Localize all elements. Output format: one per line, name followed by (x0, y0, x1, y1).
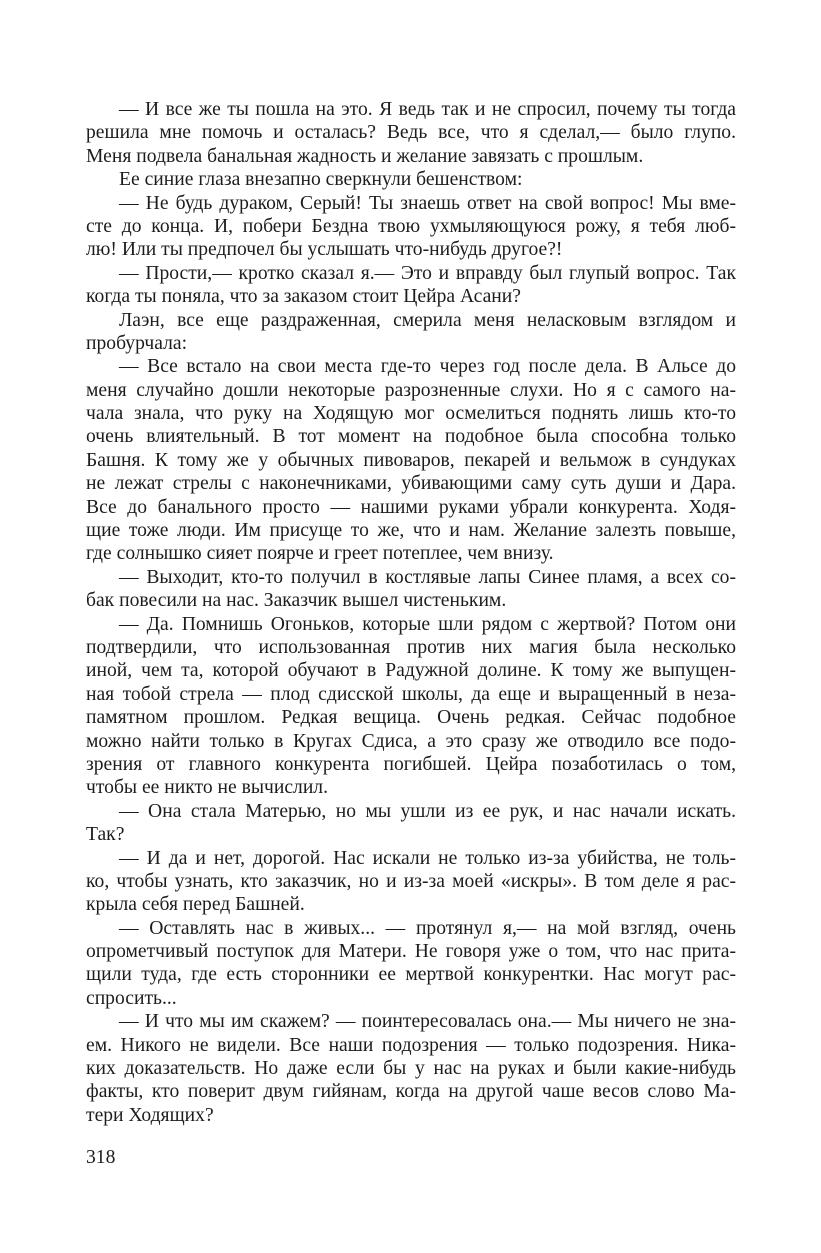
text-line: ем. Никого не видели. Все наши подозрения — только подозрения. Ника- (86, 1034, 736, 1056)
text-line: чтобы ее никто не вычислил. (86, 777, 328, 799)
text-line: — Все встало на свои места где-то через год после дела. В Альсе до (119, 356, 736, 378)
body-text (86, 98, 736, 1127)
text-line: лю! Или ты предпочел бы услышать что-нибудь другое?! (86, 239, 563, 261)
text-line: подтвердили, что использованная против них магия была несколько (86, 636, 736, 658)
text-line: щие тоже люди. Им присуще то же, что и нам. Желание залезть повыше, (86, 520, 736, 542)
text-line: — И да и нет, дорогой. Нас искали не только из-за убийства, не толь- (119, 847, 736, 869)
text-line: иной, чем та, которой обучают в Радужной долине. К тому же выпущен- (86, 660, 736, 682)
text-line: — И что мы им скажем? — поинтересовалась она.— Мы ничего не зна- (119, 1011, 736, 1033)
text-line: щили туда, где есть сторонники ее мертвой конкурентки. Нас могут рас- (86, 964, 736, 986)
text-line: где солнышко сияет поярче и греет потеплее, чем внизу. (86, 543, 554, 565)
text-line: пробурчала: (86, 332, 188, 354)
text-line: Так? (86, 824, 125, 846)
text-line: можно найти только в Кругах Сдиса, а это сразу же отводило все подо- (86, 730, 736, 752)
text-line: бак повесили на нас. Заказчик вышел чистеньким. (86, 590, 507, 612)
text-line: Меня подвела банальная жадность и желание завязать с прошлым. (86, 145, 644, 167)
text-line: когда ты поняла, что за заказом стоит Цейра Асани? (86, 286, 521, 308)
text-line: факты, кто поверит двум гийянам, когда на другой чаше весов слово Ма- (86, 1081, 736, 1103)
text-line: — Выходит, кто-то получил в костлявые лапы Синее пламя, а всех со- (119, 566, 736, 588)
text-line: — И все же ты пошла на это. Я ведь так и не спросил, почему ты тогда (119, 99, 736, 120)
text-line: тери Ходящих? (86, 1104, 214, 1126)
text-line: ко, чтобы узнать, кто заказчик, но и из-за моей «искры». В том деле я рас- (86, 870, 736, 892)
text-line: очень влиятельный. В тот момент на подобное была способна только (86, 426, 736, 448)
text-line: — Оставлять нас в живых... — протянул я,— на мой взгляд, очень (119, 917, 736, 939)
text-line: сте до конца. И, побери Бездна твою ухмыляющуюся рожу, я тебя люб- (86, 215, 736, 237)
text-line: чала знала, что руку на Ходящую мог осмелиться поднять лишь кто-то (86, 403, 736, 425)
text-line: не лежат стрелы с наконечниками, убивающими саму суть души и Дара. (86, 473, 736, 495)
text-line: — Да. Помнишь Огоньков, которые шли рядом с жертвой? Потом они (119, 613, 736, 635)
text-line: Башня. К тому же у обычных пивоваров, пекарей и вельмож в сундуках (86, 449, 736, 471)
text-line: Все до банального просто — нашими руками убрали конкурента. Ходя- (86, 496, 736, 518)
text-line: решила мне помочь и осталась? Ведь все, что я сделал,— было глупо. (86, 122, 736, 144)
text-line: — Она стала Матерью, но мы ушли из ее рук, и нас начали искать. (119, 800, 736, 822)
text-line: спросить... (86, 987, 177, 1009)
page-number: 318 (86, 1147, 116, 1168)
text-line: — Не будь дураком, Серый! Ты знаешь ответ на свой вопрос! Мы вме- (119, 192, 736, 214)
text-line: ких доказательств. Но даже если бы у нас на руках и были какие-нибудь (86, 1058, 736, 1080)
text-line: меня случайно дошли некоторые разрозненные слухи. Но я с самого на- (86, 379, 736, 401)
text-line: Лаэн, все еще раздраженная, смерила меня неласковым взглядом и (119, 309, 736, 331)
text-line: крыла себя перед Башней. (86, 894, 305, 916)
text-line: памятном прошлом. Редкая вещица. Очень редкая. Сейчас подобное (86, 707, 736, 729)
text-line: опрометчивый поступок для Матери. Не говоря уже о том, что нас прита- (86, 941, 736, 963)
text-line: Ее синие глаза внезапно сверкнули бешенством: (119, 169, 523, 191)
text-line: — Прости,— кротко сказал я.— Это и вправду был глупый вопрос. Так (119, 262, 736, 284)
text-line: ная тобой стрела — плод сдисской школы, да еще и выращенный в неза- (86, 683, 736, 705)
text-line: зрения от главного конкурента погибшей. Цейра позаботилась о том, (86, 753, 736, 775)
